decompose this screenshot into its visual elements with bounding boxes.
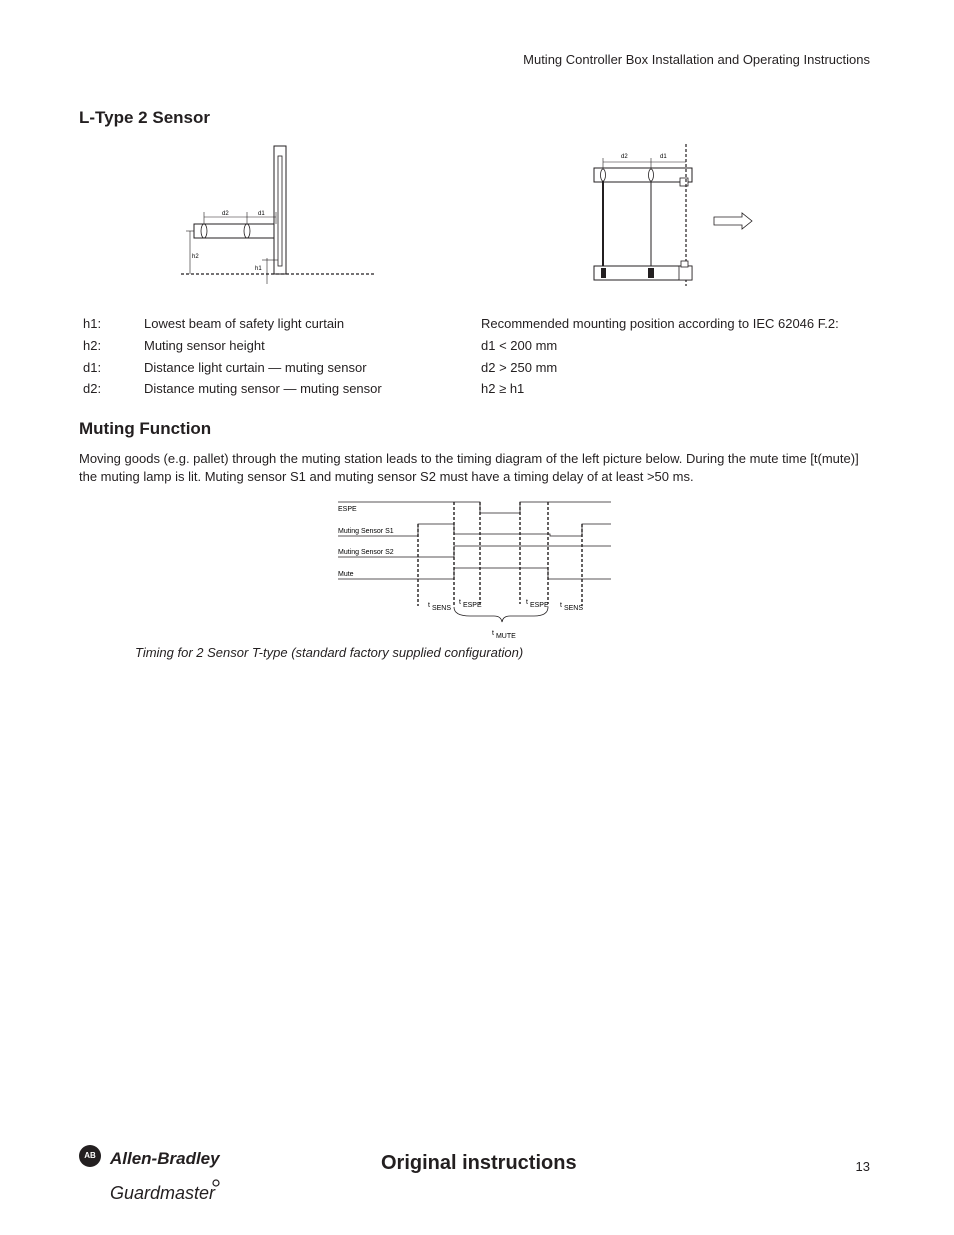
muting-paragraph: Moving goods (e.g. pallet) through the muting station leads to the timing diagram of the left picture below. During the mute time [t(mute)] the muting lamp is lit. Muting sensor S1 and muting sensor S2 must have a timing delay of at least >50 ms. xyxy=(79,451,859,484)
label-t-sens-2: t SENS xyxy=(560,602,584,612)
timing-markers xyxy=(418,502,582,606)
recommendation-d2: d2 > 250 mm xyxy=(481,360,558,375)
brand-name: Allen-Bradley xyxy=(110,1149,220,1168)
label-t-sens-1: t SENS xyxy=(428,602,452,612)
light-curtain-column xyxy=(274,146,286,274)
label-d1: d1 xyxy=(258,211,265,217)
side-view-diagram xyxy=(178,140,378,290)
label-d2: d2 xyxy=(222,211,229,217)
definition-term: d2: xyxy=(83,381,102,396)
bottom-rail xyxy=(594,266,692,280)
page-number: 13 xyxy=(855,1159,870,1174)
waveform-espe xyxy=(338,502,611,513)
top-view-diagram xyxy=(590,140,760,290)
footer-title: Original instructions xyxy=(381,1152,577,1174)
definition-desc: Distance muting sensor — muting sensor xyxy=(144,381,382,396)
timing-diagram xyxy=(330,494,620,644)
label-d2-top: d2 xyxy=(621,154,628,160)
ab-badge-text: AB xyxy=(84,1151,96,1160)
top-rail xyxy=(594,168,692,182)
label-t-espe-2: t ESPE xyxy=(526,599,549,609)
definition-desc: Lowest beam of safety light curtain xyxy=(144,316,345,331)
recommendation-h2: h2 ≥ h1 xyxy=(481,381,525,396)
section-heading-muting-function: Muting Function xyxy=(79,419,212,438)
section-heading-l-type: L-Type 2 Sensor xyxy=(79,108,210,127)
label-h2: h2 xyxy=(192,254,199,260)
recommendation-heading: Recommended mounting position according to IEC 62046 F.2: xyxy=(481,316,839,331)
definition-term: d1: xyxy=(83,360,102,375)
definition-term: h1: xyxy=(83,316,102,331)
figure-caption: Timing for 2 Sensor T-type (standard factory supplied configuration) xyxy=(135,645,524,660)
waveform-mute xyxy=(338,568,611,579)
allen-bradley-logo xyxy=(78,1144,228,1206)
guardmaster-logo: Guardmaster xyxy=(110,1183,216,1203)
direction-arrow-icon xyxy=(714,213,752,229)
label-t-mute: t MUTE xyxy=(492,630,516,640)
running-header: Muting Controller Box Installation and Operating Instructions xyxy=(523,52,870,67)
recommendation-d1: d1 < 200 mm xyxy=(481,338,558,353)
signal-label-mute: Mute xyxy=(338,571,354,578)
mute-brace xyxy=(454,607,548,622)
signal-label-s2: Muting Sensor S2 xyxy=(338,549,394,556)
definition-term: h2: xyxy=(83,338,102,353)
label-t-espe-1: t ESPE xyxy=(459,599,482,609)
label-h1: h1 xyxy=(255,266,262,272)
definition-desc: Muting sensor height xyxy=(144,338,265,353)
definition-desc: Distance light curtain — muting sensor xyxy=(144,360,367,375)
signal-label-espe: ESPE xyxy=(338,506,357,513)
label-d1-top: d1 xyxy=(660,154,667,160)
signal-label-s1: Muting Sensor S1 xyxy=(338,528,394,535)
